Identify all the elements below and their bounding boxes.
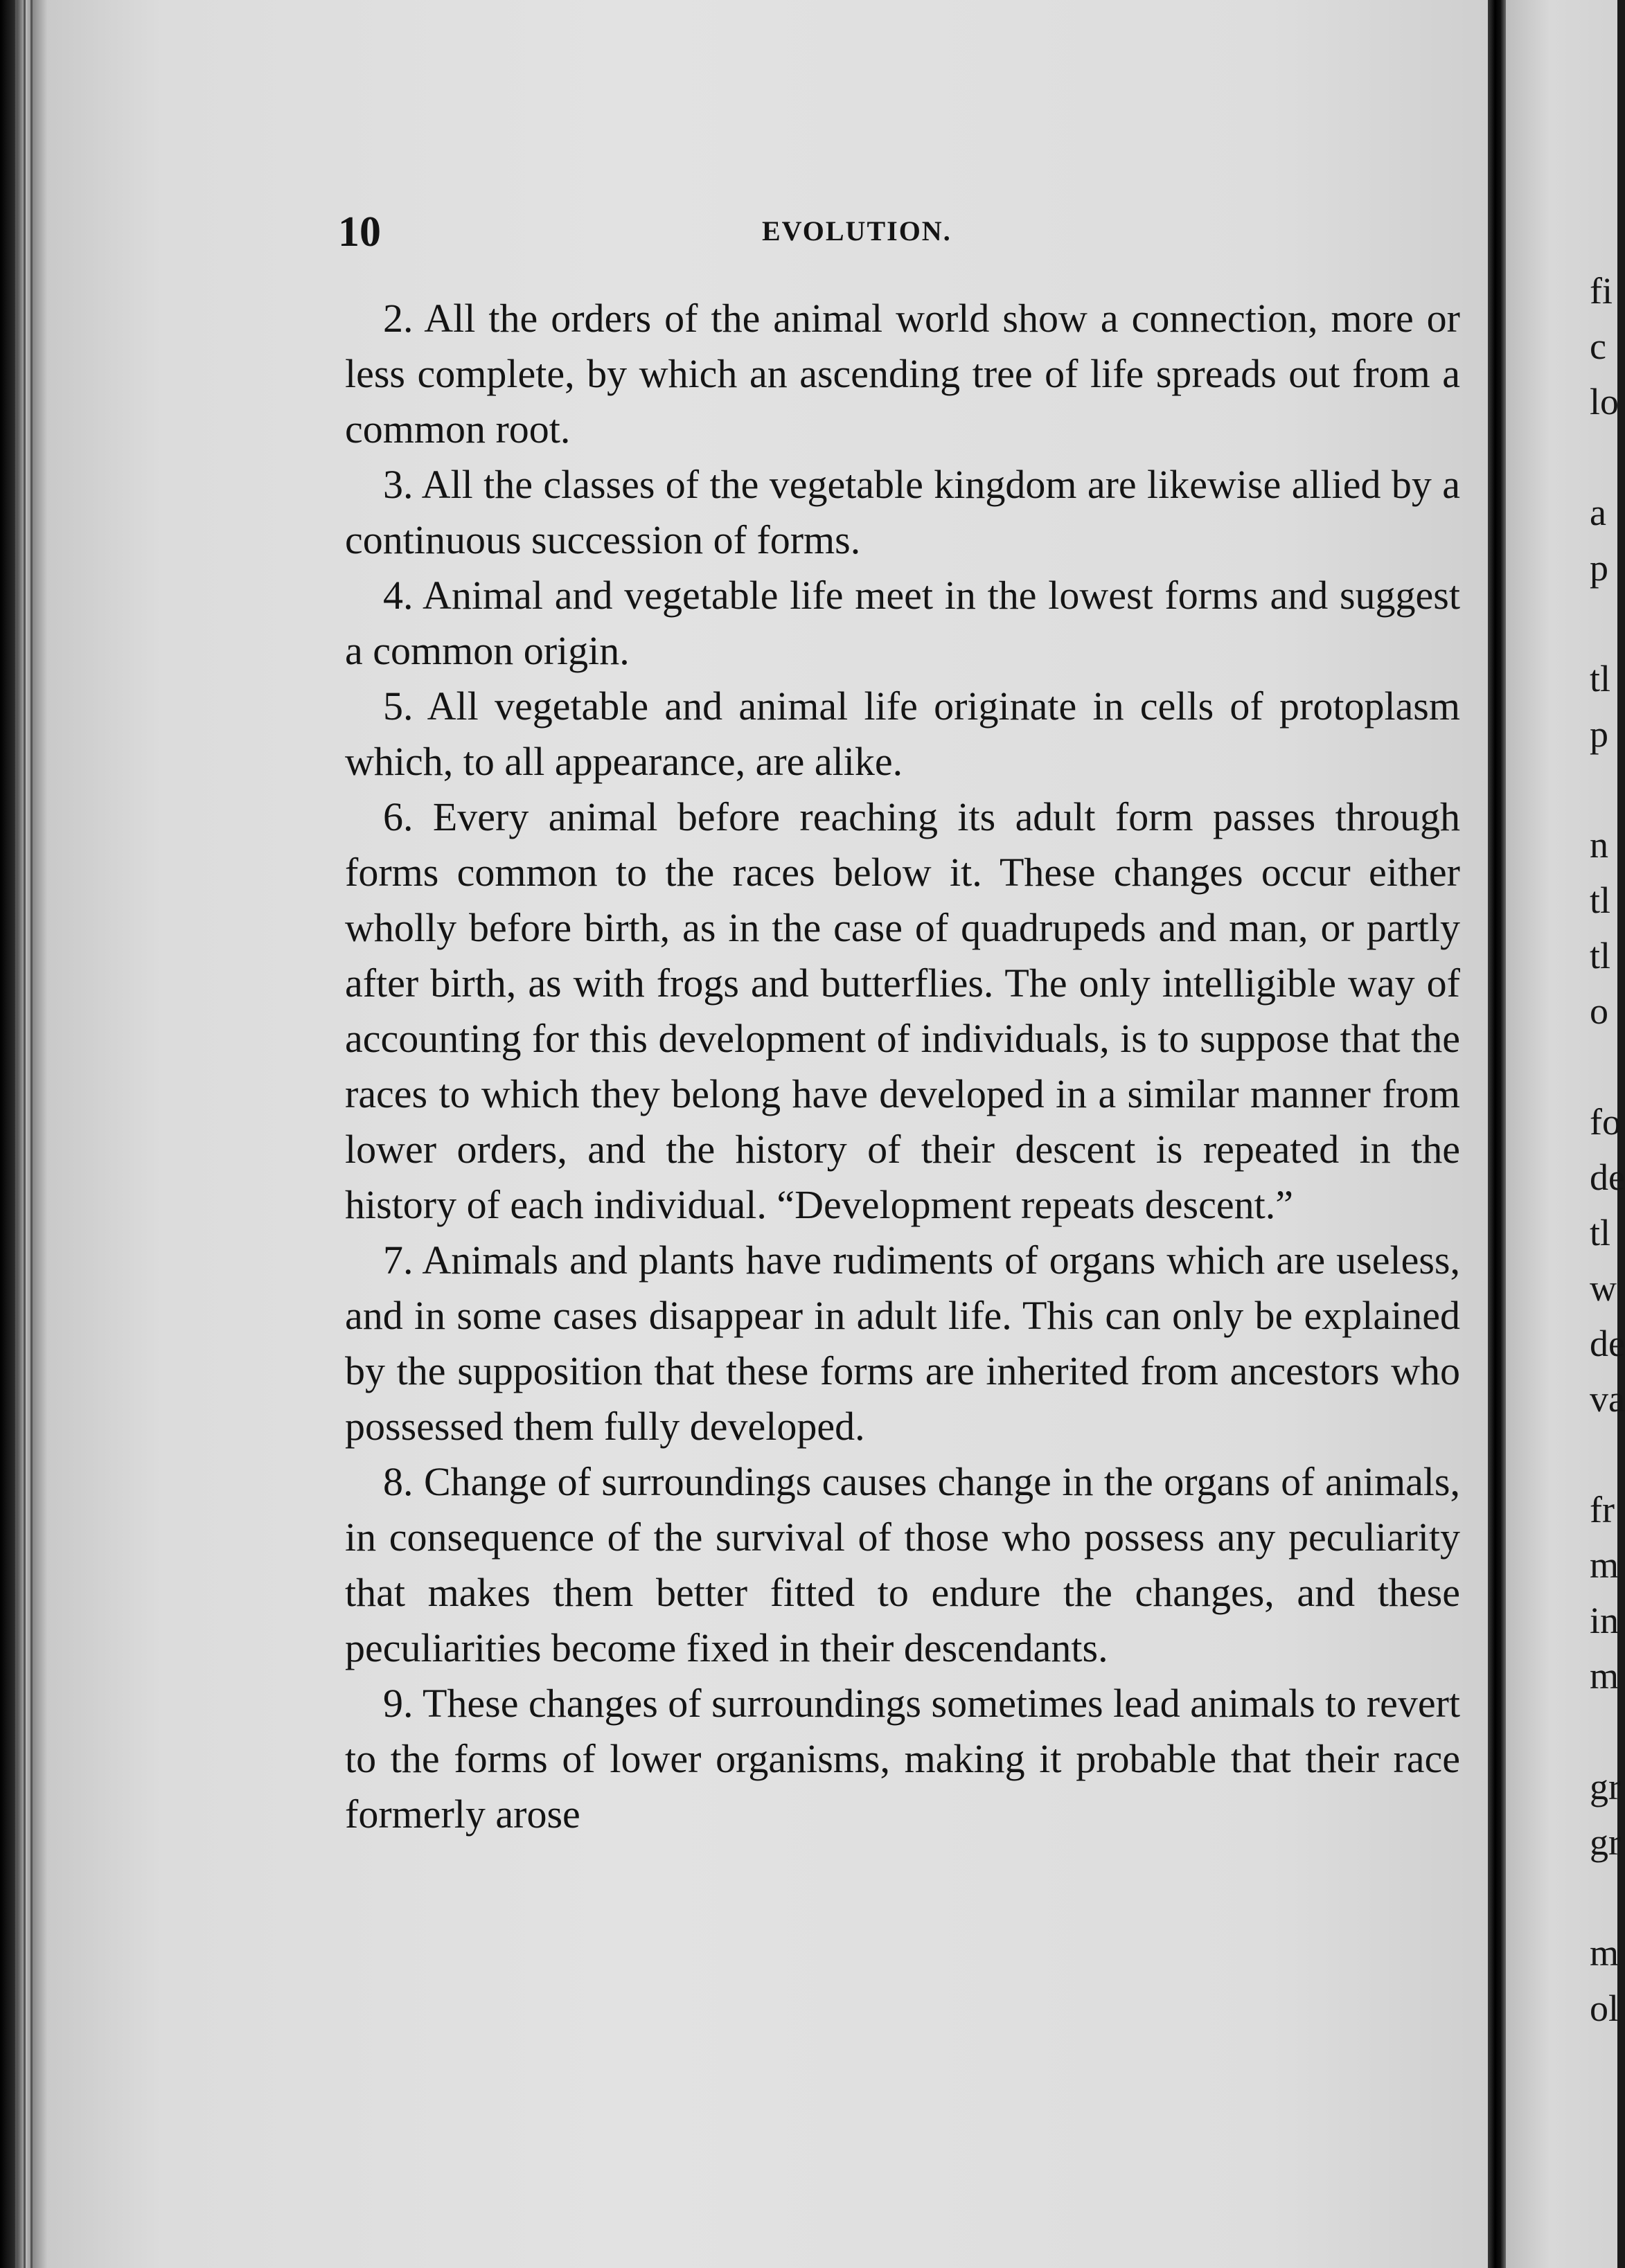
facing-page-fragment: fr	[1590, 1489, 1615, 1530]
book-page	[47, 0, 1488, 2268]
facing-page-fragment	[1590, 596, 1625, 651]
facing-page-fragment: va	[1590, 1378, 1625, 1420]
left-binding-edge	[0, 0, 47, 2268]
facing-page-fragment: tl	[1590, 935, 1611, 976]
facing-page-fragment: n	[1590, 824, 1608, 866]
facing-page-fragment: in	[1590, 1600, 1619, 1641]
facing-page-fragment	[1590, 1039, 1625, 1094]
running-header	[338, 208, 1446, 263]
facing-page-fragment: m	[1590, 1655, 1619, 1697]
facing-page-fragment: tl	[1590, 1212, 1611, 1253]
facing-page-fragment	[1590, 429, 1625, 485]
facing-page-fragment: tl	[1590, 658, 1611, 699]
facing-page-fragment: gr	[1590, 1766, 1621, 1807]
paragraph: 8. Change of surroundings causes change in the organs of animals, in consequence of the survival of those who possess any peculiarity that makes them better fitted to endure the changes, and these peculiarities become fixed in their descendants.	[345, 1459, 1460, 1670]
paragraph: 9. These changes of surroundings sometimes lead animals to revert to the forms of lower organisms, making it probable that their race formerly arose	[345, 1681, 1460, 1837]
facing-page-fragment: a	[1590, 492, 1606, 533]
paragraph: 6. Every animal before reaching its adult form passes through forms common to the races below it. These changes occur either wholly before birth, as in the case of quadrupeds and man, or partly after birth, as with frogs and butterflies. The only intelligible way of accounting for this development of individuals, is to suppose that the races to which they belong have developed in a similar manner from lower orders, and the history of their descent is repeated in the history of each individual. “Development repeats descent.”	[345, 794, 1460, 1227]
paragraph: 4. Animal and vegetable life meet in the lowest forms and suggest a common origin.	[345, 573, 1460, 673]
facing-page-fragment	[1590, 1704, 1625, 1759]
facing-page-fragment	[1590, 762, 1625, 817]
facing-page-text-fragments	[1590, 263, 1625, 2036]
paragraph: 5. All vegetable and animal life originate in cells of protoplasm which, to all appearance, are alike.	[345, 684, 1460, 784]
facing-page-fragment	[1590, 1427, 1625, 1482]
facing-page-fragment: w	[1590, 1267, 1617, 1309]
facing-page-fragment: tl	[1590, 879, 1611, 921]
facing-page-fragment: de	[1590, 1323, 1625, 1364]
body-text	[345, 291, 1460, 1842]
paragraph: 3. All the classes of the vegetable kingdom are likewise allied by a continuous succession of forms.	[345, 462, 1460, 562]
facing-page-fragment: fi	[1590, 270, 1613, 312]
facing-page-fragment: lo	[1590, 381, 1619, 422]
facing-page-fragment: p	[1590, 713, 1608, 755]
paragraph: 2. All the orders of the animal world show a connection, more or less complete, by which an ascending tree of life spreads out from a common root.	[345, 296, 1460, 452]
facing-page-fragment: de	[1590, 1157, 1625, 1198]
facing-page-fragment	[1590, 1870, 1625, 1925]
facing-page-fragment: c	[1590, 325, 1606, 367]
page-number: 10	[338, 208, 381, 256]
facing-page-fragment: o	[1590, 990, 1608, 1032]
paragraph: 7. Animals and plants have rudiments of organs which are useless, and in some cases disappear in adult life. This can only be explained by the supposition that these forms are inherited from ancestors who possessed them fully developed.	[345, 1238, 1460, 1449]
facing-page-fragment: fo	[1590, 1101, 1621, 1143]
book-gutter	[1488, 0, 1506, 2268]
running-title: EVOLUTION.	[762, 215, 952, 247]
facing-page-fragment: m	[1590, 1544, 1619, 1586]
facing-page-fragment: m	[1590, 1932, 1619, 1974]
facing-page-fragment: p	[1590, 547, 1608, 589]
facing-page-fragment: ol	[1590, 1988, 1619, 2029]
facing-page-fragment: gr	[1590, 1821, 1621, 1863]
